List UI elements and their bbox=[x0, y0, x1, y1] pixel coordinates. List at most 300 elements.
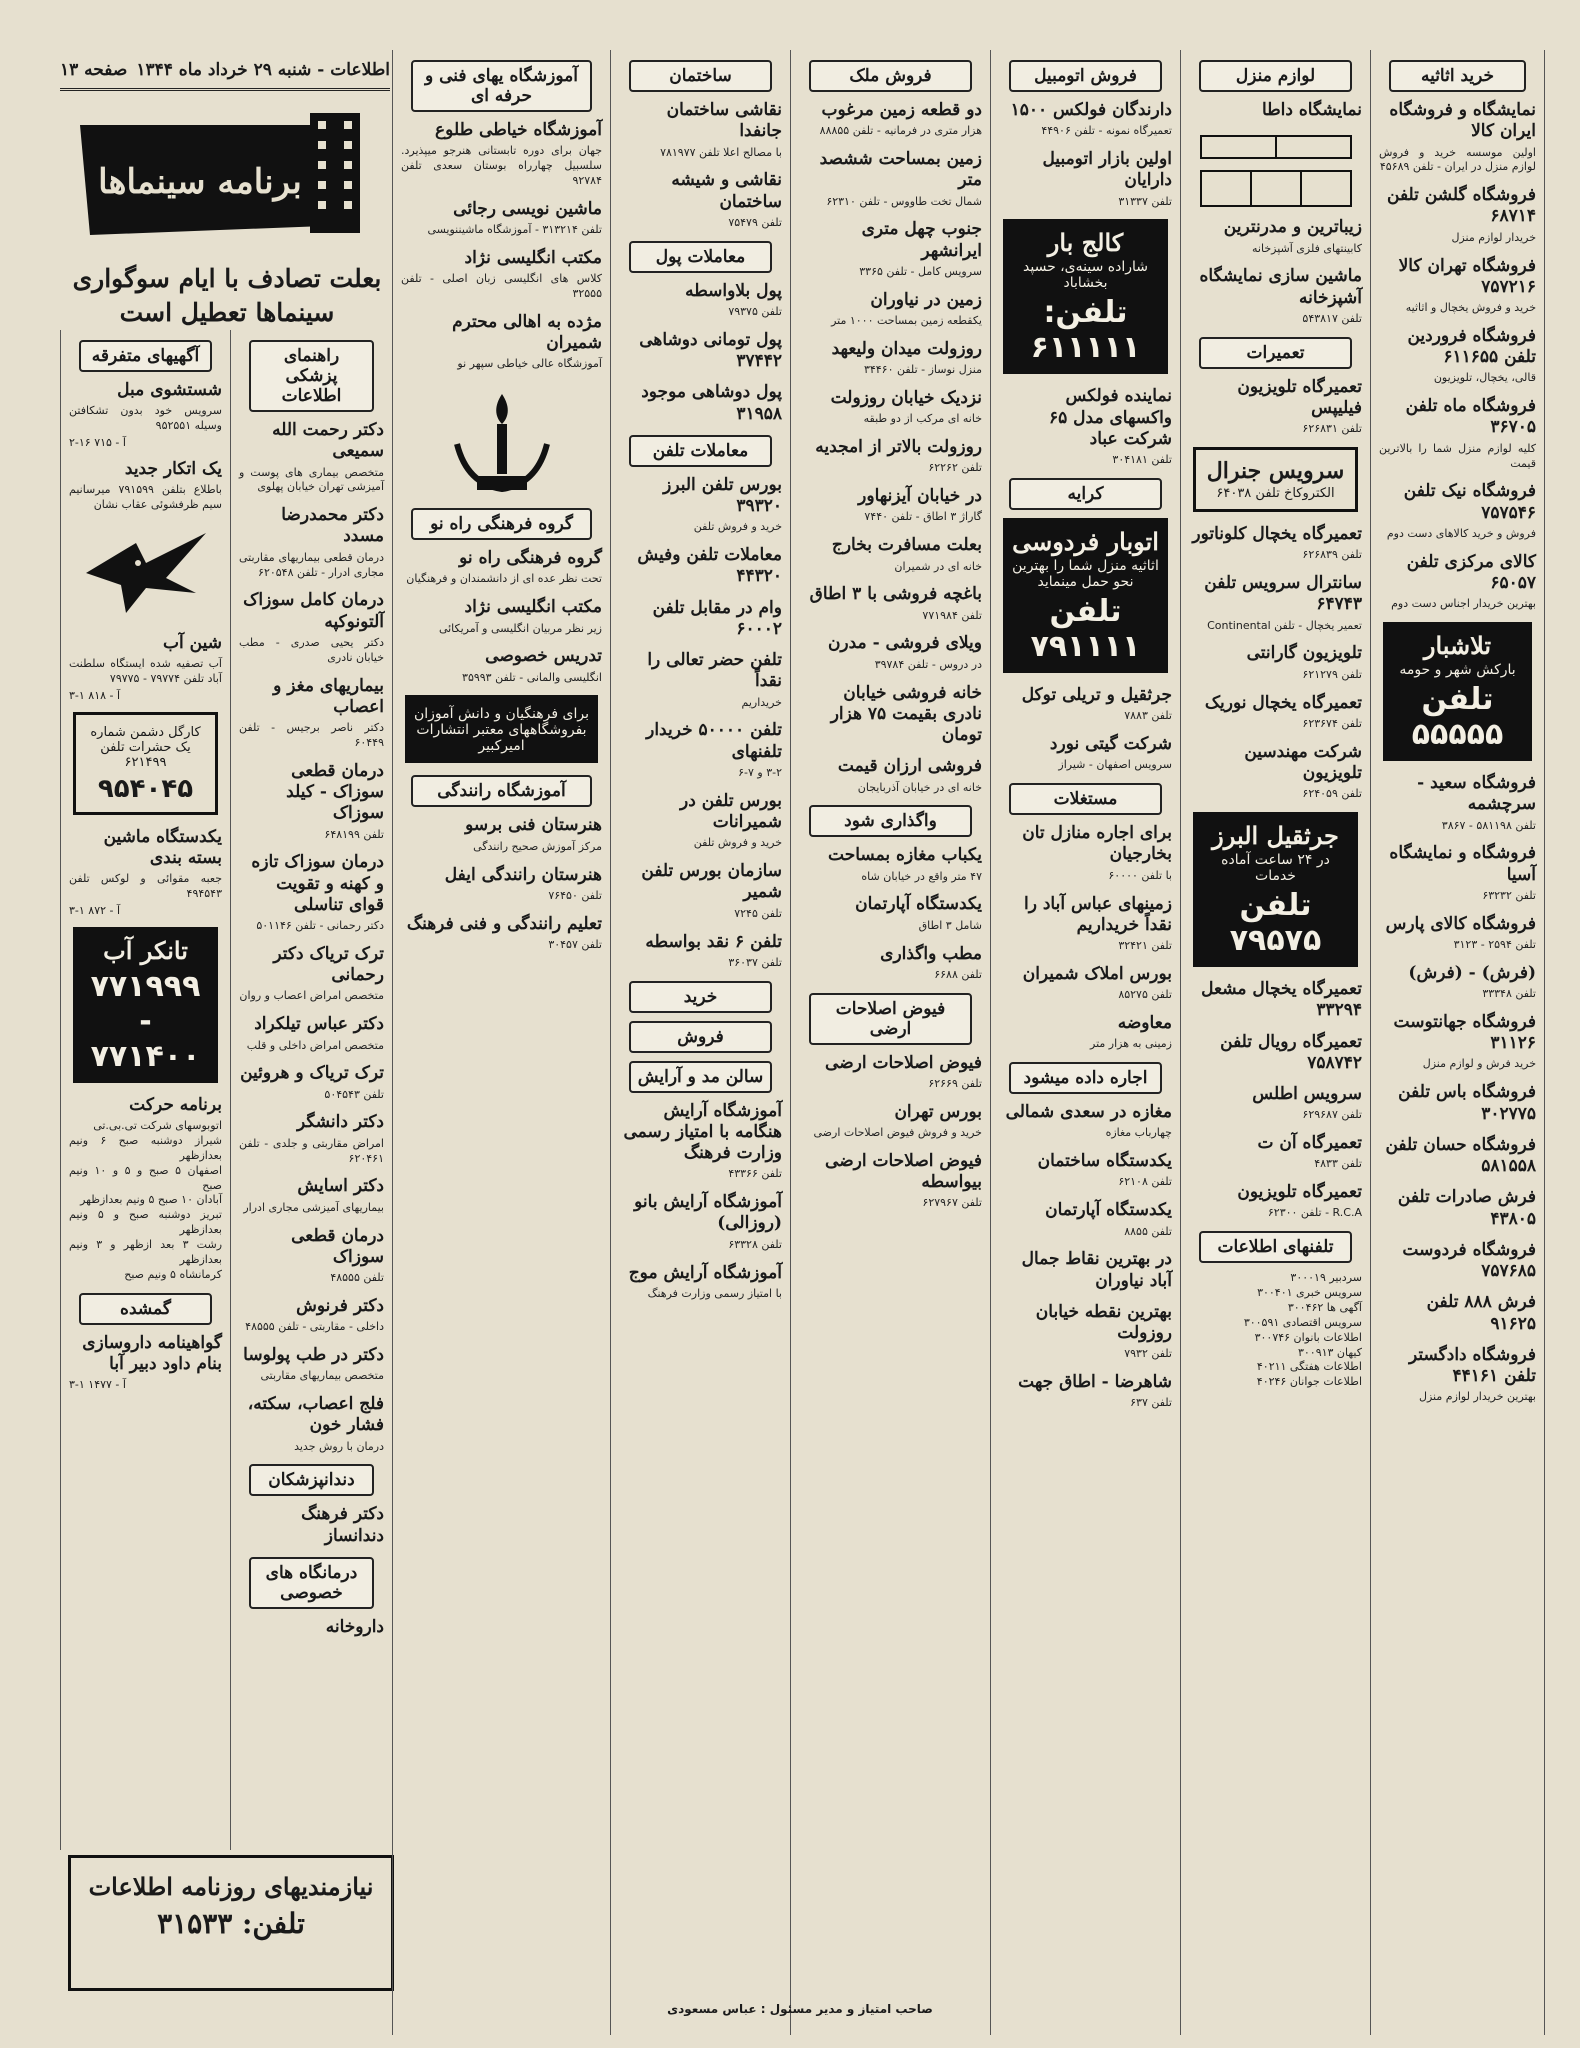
ad-item bbox=[999, 149, 1172, 209]
info-phones-list bbox=[1189, 1271, 1362, 1390]
ad-item bbox=[799, 219, 982, 279]
ad-item bbox=[1379, 773, 1536, 833]
ad-item bbox=[799, 535, 982, 574]
info-phone-line: اطلاعات هفتگی ۴۰۲۱۱ bbox=[1256, 1360, 1362, 1374]
ad-item bbox=[1189, 573, 1362, 633]
ad-text: ۴۷ متر واقع در خیابان شاه bbox=[861, 869, 982, 883]
ad-text: خرید و فروش یخچال و اثاثیه bbox=[1405, 301, 1536, 315]
category-lost: گمشده bbox=[79, 1293, 212, 1325]
ad-title: هنرستان فنی برسو bbox=[465, 815, 602, 836]
category-dentists: دندانپزشکان bbox=[249, 1464, 374, 1496]
ad-text: تلفن ۳۳۳۴۸ bbox=[1482, 987, 1536, 1001]
ad-title: تلویزیون گارانتی bbox=[1246, 643, 1362, 664]
ad-text: متخصص بیماریهای مقاربتی bbox=[260, 1369, 384, 1383]
ad-title: (فرش) - (فرش) bbox=[1408, 962, 1536, 983]
ad-title: باغچه فروشی با ۳ اطاق bbox=[809, 584, 982, 605]
ad-title: دکتر فرهنگ دندانساز bbox=[301, 1504, 384, 1546]
ad-title: زمینهای عباس آباد را نقداً خریداریم bbox=[1024, 893, 1172, 935]
eagle-logo-icon bbox=[76, 523, 216, 623]
publisher-box-text: برای فرهنگیان و دانش آموزان بفروشگاههای معتبر انتشارات امیرکبیر bbox=[414, 706, 589, 755]
cinema-banner bbox=[70, 105, 370, 245]
ad-title: مکتب انگلیسی نژاد bbox=[464, 597, 602, 618]
ad-title: پول دوشاهی موجود ۳۱۹۵۸ bbox=[641, 382, 782, 424]
ad-item bbox=[69, 380, 222, 449]
ad-text: تلفن ۶۲۹۶۸۷ bbox=[1302, 1108, 1362, 1122]
ad-item bbox=[1379, 1345, 1536, 1405]
ad-title: یک اتکار جدید bbox=[124, 458, 222, 479]
ad-item bbox=[999, 1302, 1172, 1362]
ad-title: تعمیرگاه رویال تلفن ۷۵۸۷۴۲ bbox=[1220, 1031, 1362, 1073]
ad-text: سرویس اصفهان - شیراز bbox=[1058, 758, 1172, 772]
category-rent: کرایه bbox=[1009, 478, 1162, 510]
ad-item bbox=[799, 894, 982, 933]
column-cars bbox=[990, 50, 1180, 2035]
ad-item bbox=[1379, 1240, 1536, 1283]
ad-item bbox=[401, 815, 602, 854]
ad-text: تلفن ۶۳۳۲۸ bbox=[728, 1237, 782, 1251]
ad-item bbox=[239, 761, 384, 843]
ad-title: درمان کامل سوزاک آلتونوکپه bbox=[243, 590, 384, 632]
ad-item bbox=[799, 339, 982, 378]
ad-text: متخصص بیماری های پوست و آمیزشی تهران خیابان پهلوی bbox=[239, 465, 384, 494]
bus-box-title: اتوبار فردوسی bbox=[1012, 527, 1159, 557]
ad-item bbox=[999, 894, 1172, 954]
crane-box-phone: تلفن ۷۹۵۷۵ bbox=[1229, 888, 1322, 958]
ad-title: پول بلاواسطه bbox=[685, 280, 782, 301]
ad-item bbox=[619, 1192, 782, 1252]
ad-text: تلفن ۶۴۸۱۹۹ bbox=[324, 827, 384, 841]
ad-item bbox=[999, 1102, 1172, 1141]
ad-item bbox=[1379, 1187, 1536, 1230]
ad-title: روزولت بالاتر از امجدیه bbox=[815, 437, 982, 458]
ad-text: تعمیرگاه نمونه - تلفن ۴۴۹۰۶ bbox=[1041, 124, 1172, 138]
ad-title: مطب واگذاری bbox=[880, 943, 982, 964]
ad-item bbox=[1379, 185, 1536, 245]
category-land-reform: فیوض اصلاحات ارضی bbox=[809, 993, 972, 1045]
bus-schedule-line: اصفهان ۵ صبح و ۵ و ۱۰ ونیم صبح bbox=[69, 1163, 222, 1192]
ad-title: مژده به اهالی محترم شمیران bbox=[452, 311, 602, 354]
ad-item bbox=[999, 823, 1172, 883]
ad-title: دکتر محمدرضا مسدد bbox=[281, 505, 384, 547]
ad-title: نماینده فولکس واکسهای مدل ۶۵ شرکت عباد bbox=[1049, 386, 1172, 449]
ad-title: تعمیرگاه یخچال نوریک bbox=[1204, 692, 1362, 713]
ad-text: مرکز آموزش صحیح رانندگی bbox=[473, 839, 602, 853]
tanker-box-phones: ۷۷۱۹۹۹ - ۷۷۱۴۰۰ bbox=[90, 969, 201, 1074]
classifieds-footer-box bbox=[68, 1855, 394, 1991]
ad-text: یکقطعه زمین بمساحت ۱۰۰۰ متر bbox=[831, 314, 982, 328]
ad-text: تلفن ۶۲۳۶۷۴ bbox=[1302, 716, 1362, 730]
ad-title: یکدستگاه آپارتمان bbox=[1045, 1200, 1172, 1221]
ad-text: تلفن ۲۵۹۴ - ۳۱۲۳ bbox=[1453, 938, 1536, 952]
ad-item bbox=[239, 1504, 384, 1547]
ad-text: تلفن ۳۰۴۵۷ bbox=[548, 937, 602, 951]
ad-item bbox=[619, 382, 782, 425]
ad-text: بیماریهای آمیزشی مجاری ادرار bbox=[243, 1200, 384, 1214]
ad-title: آموزشگاه آرایش بانو (روزالی) bbox=[634, 1192, 782, 1234]
ad-item bbox=[69, 1333, 222, 1392]
ad-text: تلفن ۶۲۲۶۲ bbox=[928, 461, 982, 475]
ad-title: فروشگاه فروردین تلفن ۶۱۱۶۵۵ bbox=[1407, 325, 1536, 368]
bus-box-subtitle: اثاثیه منزل شما را بهترین نحو حمل مینماید bbox=[1012, 558, 1159, 591]
ad-title: زمین بمساحت ششصد متر bbox=[819, 149, 982, 191]
ad-item bbox=[1379, 963, 1536, 1002]
ad-title: فروشگاه گلشن تلفن ۶۸۷۱۴ bbox=[1387, 185, 1536, 227]
page-date: اطلاعات - شنبه ۲۹ خرداد ماه ۱۳۴۴ bbox=[136, 60, 390, 80]
ad-title: یکدستگاه ساختمان bbox=[1037, 1151, 1172, 1172]
ad-item bbox=[401, 914, 602, 953]
ad-item bbox=[999, 1249, 1172, 1292]
info-phone-line: سرویس اقتصادی ۳۰۰۵۹۱ bbox=[1243, 1315, 1362, 1329]
ad-text: با امتیاز رسمی وزارت فرهنگ bbox=[647, 1286, 782, 1300]
ad-text: قالی، یخچال، تلویزیون bbox=[1433, 371, 1536, 385]
ad-item bbox=[1189, 266, 1362, 326]
ad-title: نقاشی ساختمان جانفدا bbox=[666, 100, 782, 142]
crane-box bbox=[1193, 812, 1358, 967]
ad-title: نزدیک خیابان روزولت bbox=[830, 387, 982, 408]
ad-item bbox=[239, 1112, 384, 1166]
ad-code: ۲-۱۶ آ - ۷۱۵ bbox=[69, 435, 126, 449]
ad-item bbox=[619, 281, 782, 320]
ad-item bbox=[799, 486, 982, 525]
cinema-banner-title: برنامه سینماها bbox=[98, 162, 302, 202]
ad-item bbox=[69, 827, 222, 917]
ad-item bbox=[401, 548, 602, 587]
ad-code: ۳-۱ آ - ۱۴۷۷ bbox=[69, 1378, 126, 1392]
category-sell: فروش bbox=[629, 1021, 772, 1053]
ad-title: فرش ۸۸۸ تلفن ۹۱۶۲۵ bbox=[1426, 1292, 1536, 1334]
ad-title: سانترال سرویس تلفن ۶۴۷۴۳ bbox=[1204, 573, 1362, 615]
ad-text: تلفن ۵۸۱۱۹۸ - ۳۸۶۷ bbox=[1441, 818, 1536, 832]
ad-item bbox=[1189, 1032, 1362, 1075]
freight-box bbox=[1383, 622, 1532, 761]
ad-item bbox=[401, 646, 602, 685]
ad-item bbox=[799, 1151, 982, 1211]
ad-text: داخلی - مقاربتی - تلفن ۴۸۵۵۵ bbox=[245, 1320, 384, 1334]
ad-title: بیماریهای مغز و اعصاب bbox=[273, 675, 384, 717]
ad-item bbox=[1189, 377, 1362, 437]
footer-box-phone: تلفن: ۳۱۵۳۳ bbox=[157, 1907, 305, 1940]
ad-title: ترک تریاک و هروئین bbox=[240, 1063, 384, 1084]
ad-item bbox=[619, 861, 782, 921]
ad-title: شستشوی مبل bbox=[117, 380, 222, 400]
ad-item bbox=[1379, 326, 1536, 386]
ad-title: بورس املاک شمیران bbox=[1022, 963, 1172, 984]
ad-item bbox=[999, 1372, 1172, 1411]
ad-text: شامل ۳ اطاق bbox=[918, 918, 982, 932]
ad-item bbox=[239, 676, 384, 751]
ad-text: سرویس کامل - تلفن ۳۳۶۵ bbox=[859, 264, 982, 278]
category-appliances: لوازم منزل bbox=[1199, 60, 1352, 92]
ad-item bbox=[619, 650, 782, 710]
bus-schedule-line: کرمانشاه ۵ ونیم صبح bbox=[124, 1267, 222, 1281]
ad-title: فروشگاه جهانتوست ۳۱۱۲۶ bbox=[1393, 1011, 1536, 1054]
page-header bbox=[60, 52, 390, 91]
category-lease: اجاره داده میشود bbox=[1009, 1062, 1162, 1094]
ad-item bbox=[799, 683, 982, 747]
ad-item bbox=[1189, 742, 1362, 802]
category-furniture: خرید اثاثیه bbox=[1389, 60, 1526, 92]
ad-item bbox=[799, 1053, 982, 1092]
ad-item bbox=[1379, 843, 1536, 903]
ad-title: اولین بازار اتومبیل دارایان bbox=[1042, 149, 1172, 191]
ad-text: در دروس - تلفن ۳۹۷۸۴ bbox=[874, 657, 982, 671]
ad-text: خرید و فروش تلفن bbox=[693, 520, 782, 534]
ad-text: هزار متری در فرمانیه - تلفن ۸۸۸۵۵ bbox=[819, 124, 982, 138]
ad-text: تلفن ۴۳۳۶۶ bbox=[728, 1167, 782, 1181]
pesticide-box bbox=[73, 712, 218, 815]
category-realestate: فروش ملک bbox=[809, 60, 972, 92]
ad-text: فروش و خرید کالاهای دست دوم bbox=[1386, 526, 1536, 540]
ad-text: تلفن ۴۸۵۵۵ bbox=[330, 1271, 384, 1284]
ad-title: فروشگاه نیک تلفن ۷۵۷۵۴۶ bbox=[1403, 481, 1536, 523]
moving-box-phone: تلفن: ۶۱۱۱۱۱ bbox=[1030, 295, 1141, 366]
ad-title: تعلیم رانندگی و فنی فرهنگ bbox=[406, 913, 602, 934]
ad-item bbox=[69, 633, 222, 702]
ad-item bbox=[1379, 552, 1536, 612]
crane-box-subtitle: در ۲۴ ساعت آماده خدمات bbox=[1221, 852, 1330, 884]
ad-title: دکتر عباس تیلکراد bbox=[254, 1014, 384, 1035]
ad-title: معاوضه bbox=[1117, 1013, 1172, 1033]
ad-code: ۳-۱ آ - ۸۱۸ bbox=[69, 688, 121, 702]
bus-schedule-line: تبریز دوشنبه صبح و ۵ ونیم بعدازظهر bbox=[69, 1208, 222, 1237]
ad-item bbox=[239, 1345, 384, 1384]
ad-title: پول تومانی دوشاهی ۳۷۴۴۲ bbox=[639, 329, 782, 372]
ad-text: آموزشگاه عالی خیاطی سپهر نو bbox=[457, 357, 602, 371]
ad-item bbox=[619, 170, 782, 230]
category-phones: معاملات تلفن bbox=[629, 435, 772, 467]
ad-title: بهترین نقطه خیابان روزولت bbox=[1035, 1301, 1172, 1344]
ad-text: شمال تخت طاووس - تلفن ۶۲۳۱۰ bbox=[826, 194, 982, 208]
ad-text: تلفن ۵۰۴۵۴۳ bbox=[324, 1087, 384, 1101]
ad-title: یکدستگاه آپارتمان bbox=[855, 894, 982, 915]
ad-item bbox=[799, 756, 982, 795]
ad-text: بهترین خریدار لوازم منزل bbox=[1418, 1390, 1536, 1404]
ad-item bbox=[619, 598, 782, 641]
ad-title: دکتر دانشگر bbox=[296, 1112, 384, 1133]
ad-text: امراض مقاربتی و جلدی - تلفن ۶۲۰۴۶۱ bbox=[239, 1136, 384, 1165]
ad-text: دکتر ناصر برجیس - تلفن ۶۰۴۴۹ bbox=[239, 721, 384, 749]
ad-title: درمان قطعی سوزاک - کیلد سوزاک bbox=[286, 760, 384, 824]
ad-code: ۳-۱ آ - ۸۷۲ bbox=[69, 904, 121, 917]
ad-text: تلفن ۶۳۷ bbox=[1130, 1396, 1172, 1410]
ad-text: تلفن ۶۲۶۶۹ bbox=[928, 1076, 982, 1090]
ad-item bbox=[239, 420, 384, 495]
category-driving: آموزشگاه رانندگی bbox=[411, 775, 592, 807]
ad-title: شین آب bbox=[163, 632, 222, 653]
ad-item bbox=[999, 1200, 1172, 1239]
ad-text: تلفن ۵۴۳۸۱۷ bbox=[1302, 311, 1362, 325]
ad-item bbox=[999, 964, 1172, 1003]
ad-text: تلفن ۷۹۳۷۵ bbox=[728, 304, 782, 318]
ad-text: متخصص امراض داخلی و قلب bbox=[246, 1038, 384, 1052]
ad-title: فروشگاه فردوست ۷۵۷۶۸۵ bbox=[1402, 1239, 1536, 1282]
ad-title: مکتب انگلیسی نژاد bbox=[464, 247, 602, 268]
ad-title: داروخانه bbox=[325, 1616, 384, 1637]
ad-title: فروشگاه و نمایشگاه آسیا bbox=[1389, 843, 1536, 885]
ad-item bbox=[1189, 1084, 1362, 1123]
ad-text: تلفن ۳۱۳۲۱۴ - آموزشگاه ماشیننویسی bbox=[427, 223, 602, 237]
ad-item bbox=[1189, 979, 1362, 1022]
ad-title: فروشی ارزان قیمت bbox=[837, 756, 982, 777]
ad-text: با تلفن ۶۰۰۰۰ bbox=[1108, 868, 1172, 882]
ad-item bbox=[1189, 1133, 1362, 1172]
ad-text: خرید و فروش تلفن bbox=[693, 836, 782, 850]
ad-text: تلفن ۶۲۱۲۷۹ bbox=[1302, 667, 1362, 681]
ad-item bbox=[239, 1226, 384, 1286]
bus-schedule-line: آبادان ۱۰ صبح ۵ ونیم بعدازظهر bbox=[80, 1193, 222, 1207]
ad-text: جهان برای دوره تابستانی هنرجو میپذیرد. سلسبیل چهارراه بوستان سعدی تلفن ۹۲۷۸۴ bbox=[401, 144, 602, 187]
ad-title: آموزشگاه خیاطی طلوع bbox=[435, 120, 602, 140]
ad-title: ترک تریاک دکتر رحمانی bbox=[273, 943, 384, 986]
ad-text: ۳-۲ و ۷-۶ bbox=[738, 765, 782, 779]
ad-title: سازمان بورس تلفن شمیر bbox=[641, 861, 782, 903]
ad-text: دکتر رحمانی - تلفن ۵۰۱۱۴۶ bbox=[256, 919, 384, 933]
moving-company-box bbox=[1003, 219, 1168, 374]
category-salon: سالن مد و آرایش bbox=[629, 1061, 772, 1093]
ad-title: تدریس خصوصی bbox=[485, 646, 602, 667]
ad-text: تلفن ۳۶۰۳۷ bbox=[728, 955, 782, 969]
ad-item bbox=[1189, 217, 1362, 256]
ad-text: تلفن ۶۲۷۹۶۷ bbox=[922, 1196, 982, 1210]
ad-title: یکدستگاه ماشین بسته بندی bbox=[103, 826, 222, 869]
ad-title: در خیابان آیزنهاور bbox=[858, 486, 982, 507]
bus-schedule bbox=[69, 1095, 222, 1283]
ad-text: R.C.A - تلفن ۶۲۳۰۰ bbox=[1267, 1206, 1362, 1220]
ad-text: خرید فرش و لوازم منزل bbox=[1422, 1057, 1536, 1071]
bus-box-phone: تلفن ۷۹۱۱۱۱ bbox=[1030, 594, 1141, 665]
freight-box-phone: تلفن ۵۵۵۵۵ bbox=[1411, 682, 1504, 753]
ad-text: کلیه لوازم منزل شما را بالاترین قیمت bbox=[1379, 441, 1536, 470]
ad-item bbox=[239, 505, 384, 580]
ad-title: فرش صادرات تلفن ۴۳۸۰۵ bbox=[1397, 1187, 1536, 1229]
ad-title: فروشگاه تهران کالا ۷۵۷۲۱۶ bbox=[1398, 255, 1536, 297]
info-phone-line: آگهی ها ۳۰۰۴۶۲ bbox=[1287, 1300, 1362, 1314]
ad-item bbox=[619, 720, 782, 780]
ad-text: درمان قطعی بیماریهای مقاربتی مجاری ادرار - تلفن ۶۲۰۵۴۸ bbox=[239, 550, 384, 579]
ad-title: خانه فروشی خیابان نادری بقیمت ۷۵ هزار تومان bbox=[830, 682, 982, 746]
ad-text: تعمیر یخچال - تلفن Continental bbox=[1207, 618, 1362, 632]
ad-text: تلفن ۷۲۴۵ bbox=[734, 906, 782, 920]
ad-title: در بهترین نقاط جمال آباد نیاوران bbox=[1021, 1249, 1172, 1291]
ad-item bbox=[69, 459, 222, 513]
kitchen-cabinet-icon bbox=[1196, 131, 1356, 211]
ad-title: تعمیرگاه تلویزیون bbox=[1237, 1182, 1362, 1203]
ad-title: گروه فرهنگی راه نو bbox=[459, 548, 602, 569]
ad-text: کابینتهای فلزی آشپزخانه bbox=[1252, 241, 1362, 255]
ad-title: کالای مرکزی تلفن ۶۵۰۵۷ bbox=[1406, 551, 1536, 593]
publisher-box bbox=[405, 695, 598, 763]
ad-text: زیر نظر مربیان انگلیسی و آمریکائی bbox=[438, 621, 602, 635]
ad-text: درمان با روش جدید bbox=[294, 1439, 384, 1453]
ad-text: تلفن ۶۲۴۰۵۹ bbox=[1302, 787, 1362, 801]
column-medical bbox=[230, 330, 392, 1850]
ad-title: فلج اعصاب، سکته، فشار خون bbox=[247, 1394, 384, 1436]
ad-item bbox=[1379, 1012, 1536, 1072]
ad-title: تلفن ۶ نقد بواسطه bbox=[645, 931, 782, 952]
ad-title: دکتر رحمت الله سمیعی bbox=[272, 420, 384, 462]
ad-item bbox=[239, 1014, 384, 1053]
torch-emblem-icon bbox=[437, 384, 567, 504]
category-tenancy: مستغلات bbox=[1009, 783, 1162, 815]
ad-text: تلفن ۶۳۲۳۲ bbox=[1482, 888, 1536, 902]
ad-item bbox=[799, 633, 982, 672]
ad-title: برای اجاره منازل تان بخارجیان bbox=[1022, 823, 1172, 865]
ad-text: تلفن ۶۶۸۸ bbox=[934, 967, 982, 981]
pesticide-box-title: کارگل دشمن شماره یک حشرات تلفن ۶۲۱۴۹۹ bbox=[90, 724, 201, 770]
ad-item bbox=[999, 1013, 1172, 1052]
ad-title: فروشگاه دادگستر تلفن ۴۴۱۶۱ bbox=[1409, 1344, 1536, 1387]
ad-title: فروشگاه ماه تلفن ۳۶۷۰۵ bbox=[1405, 396, 1536, 438]
ad-item bbox=[619, 100, 782, 160]
ad-text: تلفن ۴۸۳۳ bbox=[1314, 1157, 1362, 1171]
tanker-box-title: تانکر آب bbox=[103, 936, 188, 965]
ad-title: درمان قطعی سوزاک bbox=[291, 1225, 384, 1267]
ad-item bbox=[619, 1263, 782, 1302]
footer-box-title: نیازمندیهای روزنامه اطلاعات bbox=[88, 1872, 374, 1901]
ad-item bbox=[799, 437, 982, 476]
ad-title: نمایشگاه و فروشگاه ایران کالا bbox=[1389, 100, 1536, 142]
ad-text: خانه ای در شمیران bbox=[894, 559, 982, 573]
ad-text: تلفن ۷۷۱۹۸۴ bbox=[922, 608, 982, 622]
ad-title: ماشین نویسی رجائی bbox=[453, 198, 602, 219]
ad-title: تعمیرگاه یخچال کلوناتور bbox=[1192, 524, 1362, 545]
ad-text: خریداریم bbox=[741, 695, 782, 709]
ad-text: گاراژ ۳ اطاق - تلفن ۷۴۴۰ bbox=[864, 510, 982, 524]
ad-text: تلفن ۷۵۴۷۹ bbox=[728, 215, 782, 229]
ad-title: تعمیرگاه آن ت bbox=[1257, 1133, 1362, 1154]
ad-item bbox=[799, 944, 982, 983]
column-education bbox=[392, 50, 610, 2035]
ad-text: تلفن ۸۵۲۷۵ bbox=[1118, 988, 1172, 1002]
ad-title: جنوب چهل متری ایرانشهر bbox=[861, 219, 982, 261]
cinema-notice: بعلت تصادف با ایام سوگواری سینماها تعطیل است bbox=[72, 264, 382, 327]
ad-item bbox=[1379, 396, 1536, 471]
ad-title: مغازه در سعدی شمالی bbox=[1005, 1102, 1172, 1123]
ad-item bbox=[999, 100, 1172, 139]
ad-title: درمان سوزاک تازه و کهنه و تقویت قوای تناسلی bbox=[251, 852, 384, 915]
ad-text: تلفن ۷۸۸۳ bbox=[1124, 709, 1172, 723]
general-service-phone: الکتروکاخ تلفن ۶۴۰۳۸ bbox=[1216, 486, 1335, 502]
page-number: صفحه ۱۳ bbox=[60, 60, 128, 80]
ad-text: تلفن ۶۲۶۸۳۹ bbox=[1302, 548, 1362, 562]
ad-item bbox=[239, 944, 384, 1004]
ad-text: دکتر یحیی صدری - مطب خیابان نادری bbox=[239, 635, 384, 664]
ad-title: نمایشگاه داطا bbox=[1261, 100, 1362, 120]
ad-item bbox=[1379, 256, 1536, 316]
ad-text: سرویس خود بدون تشکافتن وسیله ۹۵۲۵۵۱ bbox=[69, 404, 222, 433]
ad-title: بورس تلفن در شمیرانات bbox=[680, 790, 782, 833]
ad-item bbox=[239, 590, 384, 665]
ad-text: کلاس های انگلیسی زبان اصلی - تلفن ۳۲۵۵۵ bbox=[401, 272, 602, 300]
ad-text: با مصالح اعلا تلفن ۷۸۱۹۷۷ bbox=[660, 145, 782, 159]
info-phone-line: اطلاعات جوانان ۴۰۲۴۶ bbox=[1256, 1375, 1362, 1389]
ad-text: تلفن ۳۲۴۲۱ bbox=[1118, 939, 1172, 953]
ad-item bbox=[1379, 1082, 1536, 1125]
ad-item bbox=[401, 248, 602, 302]
ad-text: تلفن ۳۰۴۱۸۱ bbox=[1112, 453, 1172, 467]
freight-box-title: تلاشبار bbox=[1423, 631, 1492, 661]
ad-text: خرید و فروش فیوض اصلاحات ارضی bbox=[813, 1126, 982, 1139]
ad-title: روزولت میدان ولیعهد bbox=[831, 338, 982, 359]
ad-title: نقاشی و شیشه ساختمان bbox=[671, 170, 782, 212]
ad-title: شاهرضا - اطاق جهت bbox=[1018, 1372, 1172, 1393]
ad-item bbox=[401, 597, 602, 636]
ad-item bbox=[401, 865, 602, 904]
column-furniture bbox=[1370, 50, 1545, 2035]
info-phone-line: کیهان ۳۰۰۹۱۳ bbox=[1297, 1345, 1362, 1359]
ad-item bbox=[239, 852, 384, 934]
ad-title: دو قطعه زمین مرغوب bbox=[821, 100, 982, 120]
